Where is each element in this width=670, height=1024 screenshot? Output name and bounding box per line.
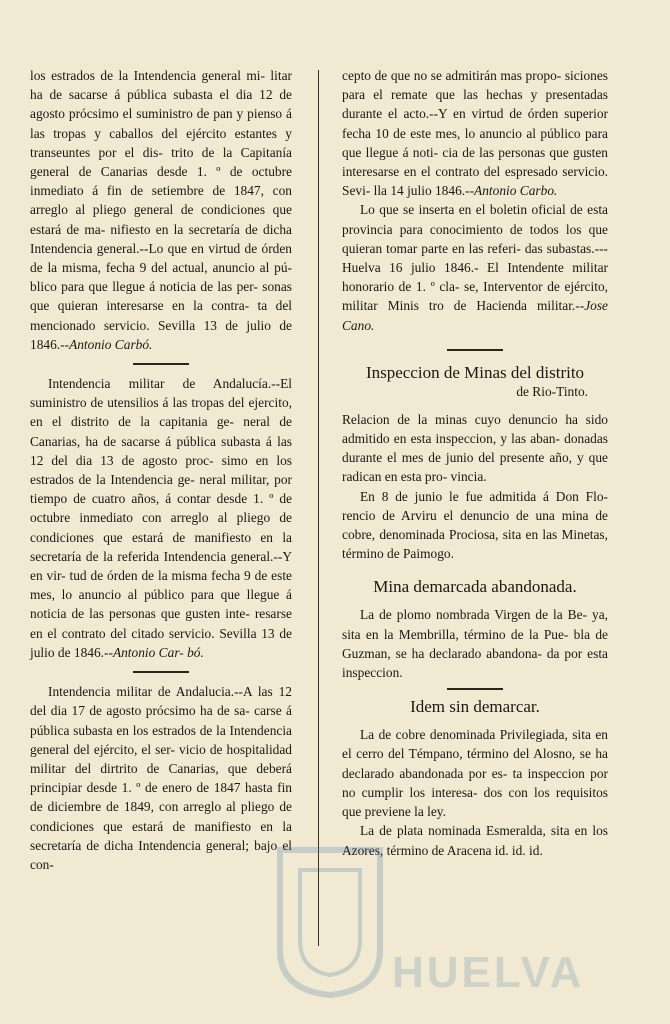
paragraph-bread-feed-supply — [30, 66, 292, 354]
section-subheading: de Rio-Tinto. — [516, 383, 588, 399]
signature: Antonio Carbó. — [69, 336, 153, 352]
column-divider — [318, 70, 319, 946]
signature: Antonio Car- bó. — [112, 644, 204, 660]
paragraph-text: cepto de que no se admitirán mas propo- siciones para el remate que las hechas y presentadas durante el acto.--Y en virtud de órden superior fecha 10 de este mes, lo anuncio al público para que llegue á noti- cia de las personas que gusten interesarse en el contrato del espresado servicio. Sevi- lla 14 julio 1846.-- — [342, 68, 608, 199]
paragraph-utensils-supply — [30, 374, 292, 662]
separator-rule — [447, 688, 503, 690]
separator-rule — [133, 363, 189, 365]
paragraph-silver-mine: La de plata nominada Esmeralda, sita en los Azores, término de Aracena id. id. id. — [342, 823, 608, 858]
heading-undemarcated: Idem sin demarcar. — [410, 697, 540, 717]
heading-abandoned-mine: Mina demarcada abandonada. — [373, 577, 577, 597]
paragraph-text: los estrados de la Intendencia general mi- litar ha de sacarse á pública subasta el dia 12 de agosto prócsimo el suministro de pan y pienso á las tropas y caballos del ejército estantes y transeuntes por el dis- trito de la Capitanía general de Canarias desde 1. º de octubre inmediato á fin de setiembre de 1847, con arreglo al pliego general de condiciones que estará de ma- nifiesto en la secretaría de dicha Intendencia general.--Lo que en virtud de órden de la misma, fecha 9 del actual, anuncio al pú- blico para que llegue á noticia de las per- sonas que quieran interesarse en la contra- ta del mencionado servicio. Sevilla 13 de julio de 1846.-- — [30, 68, 292, 352]
section-heading: Inspeccion de Minas del distrito — [365, 362, 585, 382]
paragraph-text: Intendencia militar de Andalucía.--El suministro de utensilios á las tropas del ejercito, en el distrito de la capitania ge- neral de Canarias, ha de sacarse á pública subasta á las 12 del dia 13 de agosto proc- simo en los estrados de la Intendencia ge- neral militar, por tiempo de cuatro años, á contar desde 1. º de octubre inmediato con arreglo al pliego de condiciones que estará de manifiesto en la secretaría de la referida Intendencia general.--Y en vir- tud de órden de la misma fecha 9 de este mes, lo anuncio al público para que llegue á noticia de las personas que gusten inte- resarse en el contrato del citado servicio. Sevilla 13 de julio de 1846.-- — [30, 376, 292, 660]
signature: Jose Cano. — [342, 298, 608, 333]
watermark-text: HUELVA — [392, 948, 585, 997]
paragraph-text: Lo que se inserta en el boletin oficial de esta provincia para conocimiento de todos los que quieran tomar parte en las referi- das subastas.---Huelva 16 julio 1846.- El Intendente militar honorario de 1. º cla- se, Interventor de ejército, militar Minis tro de Hacienda militar.-- — [342, 202, 608, 314]
paragraph-official-notice — [342, 200, 608, 334]
paragraph-hospital-service: Intendencia militar de Andalucia.--A las 12 del dia 17 de agosto prócsimo ha de sa- carse á pública subasta en los estrados de la Intendencia general del ejército, el ser- vicio de hospitalidad militar del dirtrito de Canarias, que deberá principiar desde 1. º de enero de 1847 hasta fin de diciembre de 1849, con arreglo al pliego de condiciones que estará de manifiesto en la secretaría de dicha Intendencia general; bajo el con- — [30, 684, 292, 872]
paragraph-admitted-mine: En 8 de junio le fue admitida á Don Flo- rencio de Arviru el denuncio de una mina de cobre, denominada Prociosa, sita en las Minetas, término de Paimogo. — [342, 488, 608, 562]
signature: Antonio Carbo. — [474, 183, 558, 199]
paragraph-lead-mine: La de plomo nombrada Virgen de la Be- ya, sita en la Membrilla, término de la Pue- bla de Guzman, se ha declarado abandona- da por esta inspeccion. — [342, 607, 608, 681]
separator-rule — [133, 671, 189, 673]
left-column — [30, 66, 292, 874]
paragraph-continuation — [342, 66, 608, 200]
paragraph-mines-relation: Relacion de la minas cuyo denuncio ha sido admitido en esta inspeccion, y las aban- donadas durante el mes de junio del presente año, y que radican en esta pro- vincia. — [342, 411, 608, 485]
paragraph-copper-mine: La de cobre denominada Privilegiada, sita en el cerro del Témpano, término del Alosno, se ha declarado abandonada por es- ta inspeccion por no cumplir los interesa- dos con los requisitos que previene la ley. — [342, 727, 608, 820]
separator-rule — [447, 349, 503, 351]
right-column — [342, 66, 608, 860]
